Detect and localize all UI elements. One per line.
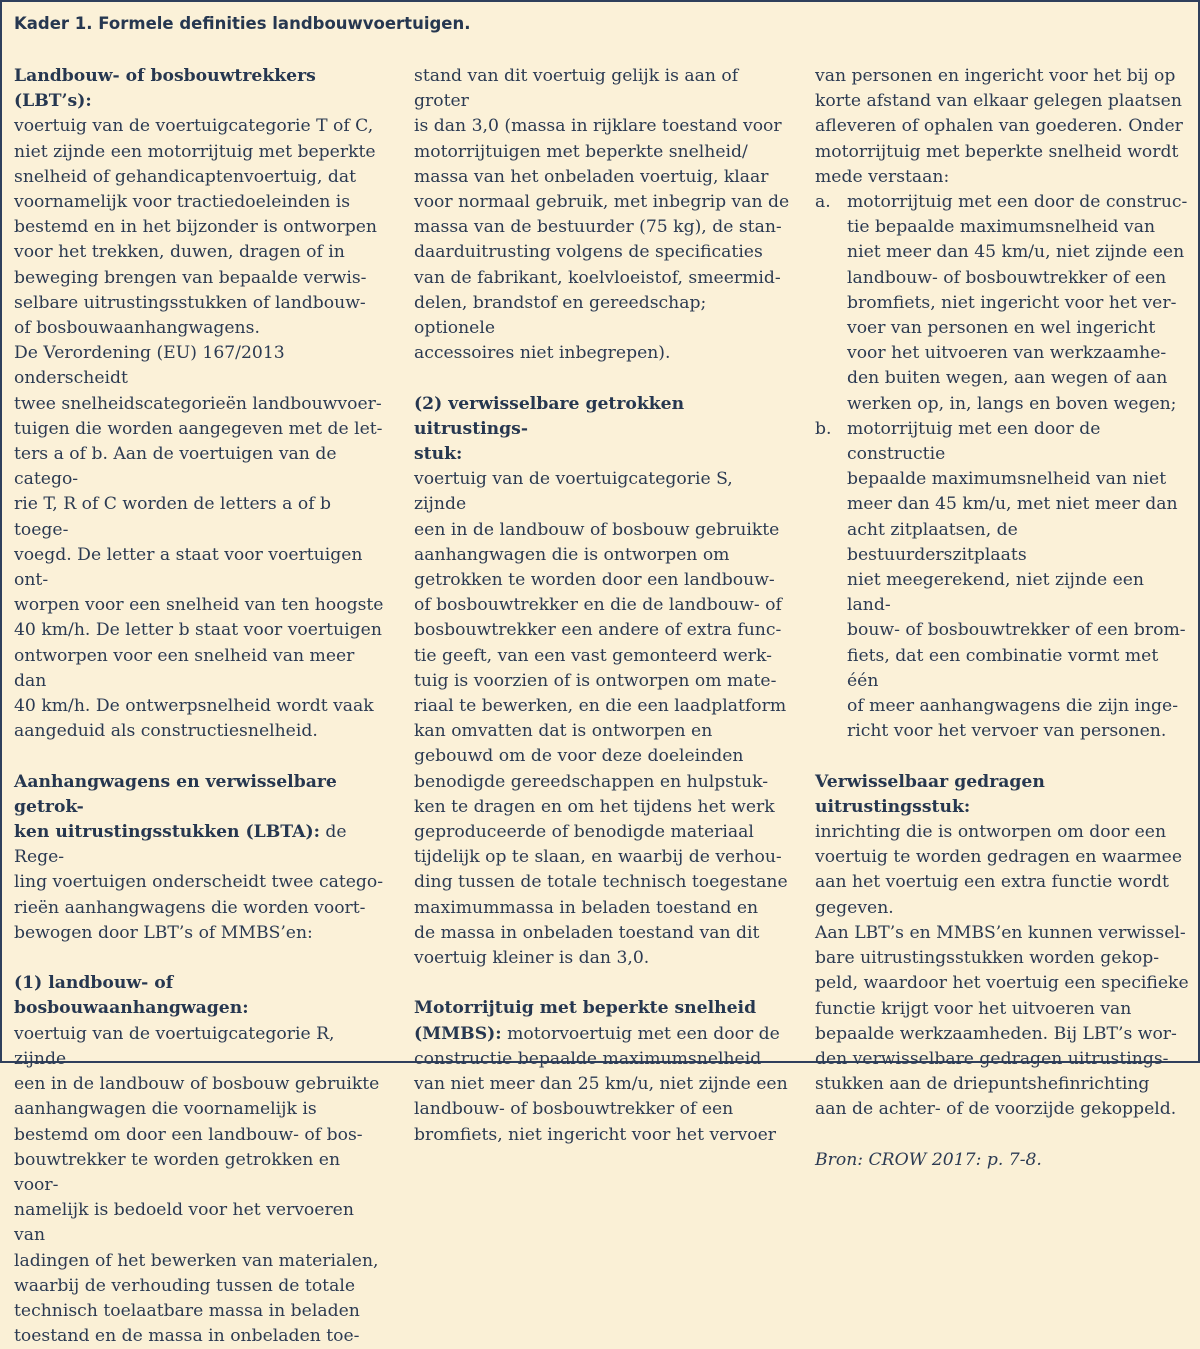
text-line: benodigde gereedschappen en hulpstuk- bbox=[414, 771, 768, 792]
text-line: rie T, R of C worden de letters a of b toege- bbox=[14, 494, 332, 540]
text-line: richt voor het vervoer van personen. bbox=[847, 721, 1167, 742]
text-line: waarbij de verhouding tussen de totale bbox=[14, 1275, 356, 1296]
paragraph-gap bbox=[414, 366, 790, 391]
text-line: bouwtrekker te worden getrokken en voor- bbox=[14, 1149, 341, 1195]
vgu-heading: Verwisselbaar gedragen uitrustingsstuk: bbox=[815, 771, 1045, 817]
text-line: de massa in onbeladen toestand van dit bbox=[414, 922, 760, 943]
text-line: inrichting die is ontworpen om door een bbox=[815, 822, 1167, 843]
text-line: acht zitplaatsen, de bestuurderszitplaats bbox=[847, 519, 1027, 565]
text-line: van personen en ingericht voor het bij op bbox=[815, 66, 1176, 86]
text-line: functie krijgt voor het uitvoeren van bbox=[815, 998, 1132, 1019]
mmbs-heading: Motorrijtuig met beperkte snelheid bbox=[414, 998, 757, 1019]
text-line: fiets, dat een combinatie vormt met één bbox=[847, 645, 1159, 691]
paragraph-gap bbox=[815, 744, 1190, 769]
text-line: 40 km/h. De letter b staat voor voertuigen bbox=[14, 620, 382, 641]
box-title: Kader 1. Formele definities landbouwvoertuigen. bbox=[14, 14, 471, 33]
text-line: bepaalde werkzaamheden. Bij LBT’s wor- bbox=[815, 1023, 1177, 1044]
text-line: een in de landbouw of bosbouw gebruikte bbox=[414, 519, 780, 540]
list-item-a bbox=[815, 190, 1190, 417]
text-line: aanhangwagen die is ontworpen om bbox=[414, 544, 730, 565]
text-line: rieën aanhangwagens die worden voort- bbox=[14, 897, 366, 918]
text-line: van niet meer dan 25 km/u, niet zijnde een bbox=[414, 1074, 788, 1095]
text-line: bosbouwtrekker een andere of extra func- bbox=[414, 620, 782, 641]
text-line: De Verordening (EU) 167/2013 onderscheidt bbox=[14, 343, 285, 389]
column-2 bbox=[414, 64, 790, 1148]
text-line: tuigen die worden aangegeven met de let- bbox=[14, 418, 383, 439]
source-citation: Bron: CROW 2017: p. 7-8. bbox=[815, 1149, 1042, 1170]
text-line: werken op, in, langs en boven wegen; bbox=[847, 393, 1177, 414]
text-line: massa van de bestuurder (75 kg), de stan- bbox=[414, 217, 782, 238]
text-line: peld, waardoor het voertuig een specifieke bbox=[815, 973, 1189, 994]
text-line bbox=[14, 820, 388, 870]
text-line: voertuig kleiner is dan 3,0. bbox=[414, 948, 650, 969]
text-line: of meer aanhangwagens die zijn inge- bbox=[847, 696, 1179, 717]
text-line: voertuig van de voertuigcategorie S, zijnde bbox=[414, 469, 733, 515]
list-marker: b. bbox=[815, 418, 832, 439]
text-line: motorrijtuig met een door de constructie bbox=[847, 418, 1101, 465]
lbta-heading: Aanhangwagens en verwisselbare getrok- bbox=[14, 771, 337, 817]
list-marker: a. bbox=[815, 192, 831, 213]
text-line: voor normaal gebruik, met inbegrip van de bbox=[414, 192, 790, 213]
list-item-b bbox=[815, 417, 1190, 745]
text-line: ling voertuigen onderscheidt twee catego- bbox=[14, 872, 384, 893]
text-line: voertuig te worden gedragen en waarmee bbox=[815, 847, 1183, 868]
text-line: voornamelijk voor tractiedoeleinden is bbox=[14, 192, 351, 213]
text-line: daarduitrusting volgens de specificaties bbox=[414, 242, 763, 263]
text-line: of bosbouwaanhangwagens. bbox=[14, 318, 260, 339]
text-line: gebouwd om de voor deze doeleinden bbox=[414, 746, 744, 767]
text-line: voor het trekken, duwen, dragen of in bbox=[14, 242, 345, 263]
text-line: tie geeft, van een vast gemonteerd werk- bbox=[414, 645, 772, 666]
text-line: motorrijtuigen met beperkte snelheid/ bbox=[414, 141, 748, 162]
item2-heading: (2) verwisselbare getrokken uitrustings- bbox=[414, 393, 685, 439]
text-line: ladingen of het bewerken van materialen, bbox=[14, 1250, 379, 1271]
lbta-heading-cont: ken uitrustingsstukken (LBTA): bbox=[14, 822, 320, 843]
text-line: snelheid of gehandicaptenvoertuig, dat bbox=[14, 166, 357, 187]
paragraph-gap bbox=[815, 1123, 1190, 1148]
text-line bbox=[414, 1022, 790, 1047]
text-line: tie bepaalde maximumsnelheid van bbox=[847, 217, 1156, 238]
mmbs-heading-cont: (MMBS): bbox=[414, 1023, 502, 1044]
text-line: ters a of b. Aan de voertuigen van de catego- bbox=[14, 444, 337, 490]
text-line: tijdelijk op te slaan, en waarbij de verhou- bbox=[414, 847, 782, 868]
text-line: een in de landbouw of bosbouw gebruikte bbox=[14, 1074, 380, 1095]
paragraph-gap bbox=[414, 971, 790, 996]
text-line: namelijk is bedoeld voor het vervoeren van bbox=[14, 1200, 354, 1246]
text-line: voertuig van de voertuigcategorie T of C, bbox=[14, 116, 374, 137]
text-line: afleveren of ophalen van goederen. Onder bbox=[815, 116, 1183, 137]
text-line: bestemd om door een landbouw- of bos- bbox=[14, 1124, 363, 1145]
paragraph-gap bbox=[14, 946, 388, 971]
text-line: den verwisselbare gedragen uitrustings- bbox=[815, 1048, 1169, 1069]
text-line: meer dan 45 km/u, met niet meer dan bbox=[847, 494, 1178, 515]
text-line: voegd. De letter a staat voor voertuigen ont- bbox=[14, 544, 363, 591]
text-line: worpen voor een snelheid van ten hoogste bbox=[14, 595, 384, 616]
text-line: stand van dit voertuig gelijk is aan of groter bbox=[414, 66, 739, 112]
text-line: voer van personen en wel ingericht bbox=[847, 318, 1156, 339]
text-line: kan omvatten dat is ontworpen en bbox=[414, 721, 713, 742]
text-line: ontworpen voor een snelheid van meer dan bbox=[14, 645, 355, 691]
text-line: Aan LBT’s en MMBS’en kunnen verwissel- bbox=[815, 922, 1186, 943]
text-line: den buiten wegen, aan wegen of aan bbox=[847, 368, 1168, 389]
text-line: constructie bepaalde maximumsnelheid bbox=[414, 1048, 762, 1069]
item1-heading: (1) landbouw- of bosbouwaanhangwagen: bbox=[14, 973, 249, 1019]
text-line: geproduceerde of benodigde materiaal bbox=[414, 822, 754, 843]
paragraph-gap bbox=[14, 744, 388, 769]
text-line: delen, brandstof en gereedschap; optionele bbox=[414, 292, 707, 339]
text-line: niet meer dan 45 km/u, niet zijnde een bbox=[847, 242, 1185, 263]
text-line: niet meegerekend, niet zijnde een land- bbox=[847, 570, 1145, 616]
column-3 bbox=[815, 64, 1190, 1173]
text-line: aangeduid als constructiesnelheid. bbox=[14, 721, 318, 742]
text-line: riaal te bewerken, en die een laadplatform bbox=[414, 696, 787, 717]
text-line: ding tussen de totale technisch toegestane bbox=[414, 872, 788, 893]
text-line: massa van het onbeladen voertuig, klaar bbox=[414, 166, 769, 187]
text-line: toestand en de massa in onbeladen toe- bbox=[14, 1326, 360, 1347]
text-line: bromfiets, niet ingericht voor het ver- bbox=[847, 292, 1177, 313]
text-line: voor het uitvoeren van werkzaamhe- bbox=[847, 343, 1167, 364]
text-line: aan de achter- of de voorzijde gekoppeld. bbox=[815, 1099, 1177, 1120]
text-line: tuig is voorzien of is ontworpen om mate- bbox=[414, 670, 777, 691]
text-line: bouw- of bosbouwtrekker of een brom- bbox=[847, 620, 1186, 641]
text-line: motorrijtuig met beperkte snelheid wordt bbox=[815, 141, 1179, 162]
text-line: bare uitrustingsstukken worden gekop- bbox=[815, 948, 1160, 969]
text-line: gegeven. bbox=[815, 897, 894, 918]
text-line: stukken aan de driepuntshefinrichting bbox=[815, 1074, 1150, 1095]
text-line: aan het voertuig een extra functie wordt bbox=[815, 872, 1169, 893]
text-line: selbare uitrustingsstukken of landbouw- bbox=[14, 292, 366, 313]
text-line: ken te dragen en om het tijdens het werk bbox=[414, 796, 775, 817]
text-line: bromfiets, niet ingericht voor het vervoer bbox=[414, 1124, 777, 1145]
text-line: maximummassa in beladen toestand en bbox=[414, 897, 759, 918]
text-line: motorrijtuig met een door de construc- bbox=[847, 192, 1188, 213]
text-line: landbouw- of bosbouwtrekker of een bbox=[414, 1099, 734, 1120]
text-line: aanhangwagen die voornamelijk is bbox=[14, 1099, 317, 1120]
text-line: bewogen door LBT’s of MMBS’en: bbox=[14, 922, 313, 943]
text-line: is dan 3,0 (massa in rijklare toestand voor bbox=[414, 116, 782, 137]
text-line: beweging brengen van bepaalde verwis- bbox=[14, 267, 367, 288]
text-line: bepaalde maximumsnelheid van niet bbox=[847, 469, 1167, 490]
item2-heading-cont: stuk: bbox=[414, 444, 463, 465]
text-line: voertuig van de voertuigcategorie R, zijnde bbox=[14, 1023, 335, 1069]
text-line: bestemd en in het bijzonder is ontworpen bbox=[14, 217, 377, 238]
text-line: twee snelheidscategorieën landbouwvoer- bbox=[14, 393, 382, 414]
text-run: de Rege- bbox=[14, 822, 347, 868]
text-line: 40 km/h. De ontwerpsnelheid wordt vaak bbox=[14, 696, 374, 717]
lbt-heading: Landbouw- of bosbouwtrekkers (LBT’s): bbox=[14, 66, 316, 112]
text-line: van de fabrikant, koelvloeistof, smeermid- bbox=[414, 267, 781, 288]
text-line: of bosbouwtrekker en die de landbouw- of bbox=[414, 595, 782, 616]
text-line: technisch toelaatbare massa in beladen bbox=[14, 1300, 360, 1321]
column-1 bbox=[14, 64, 388, 1349]
text-line: niet zijnde een motorrijtuig met beperkte bbox=[14, 141, 376, 162]
text-line: accessoires niet inbegrepen). bbox=[414, 343, 671, 364]
text-line: korte afstand van elkaar gelegen plaatsen bbox=[815, 91, 1182, 112]
text-line: getrokken te worden door een landbouw- bbox=[414, 570, 775, 591]
text-line: landbouw- of bosbouwtrekker of een bbox=[847, 267, 1167, 288]
text-run: motorvoertuig met een door de bbox=[501, 1023, 780, 1044]
text-line: mede verstaan: bbox=[815, 166, 950, 187]
